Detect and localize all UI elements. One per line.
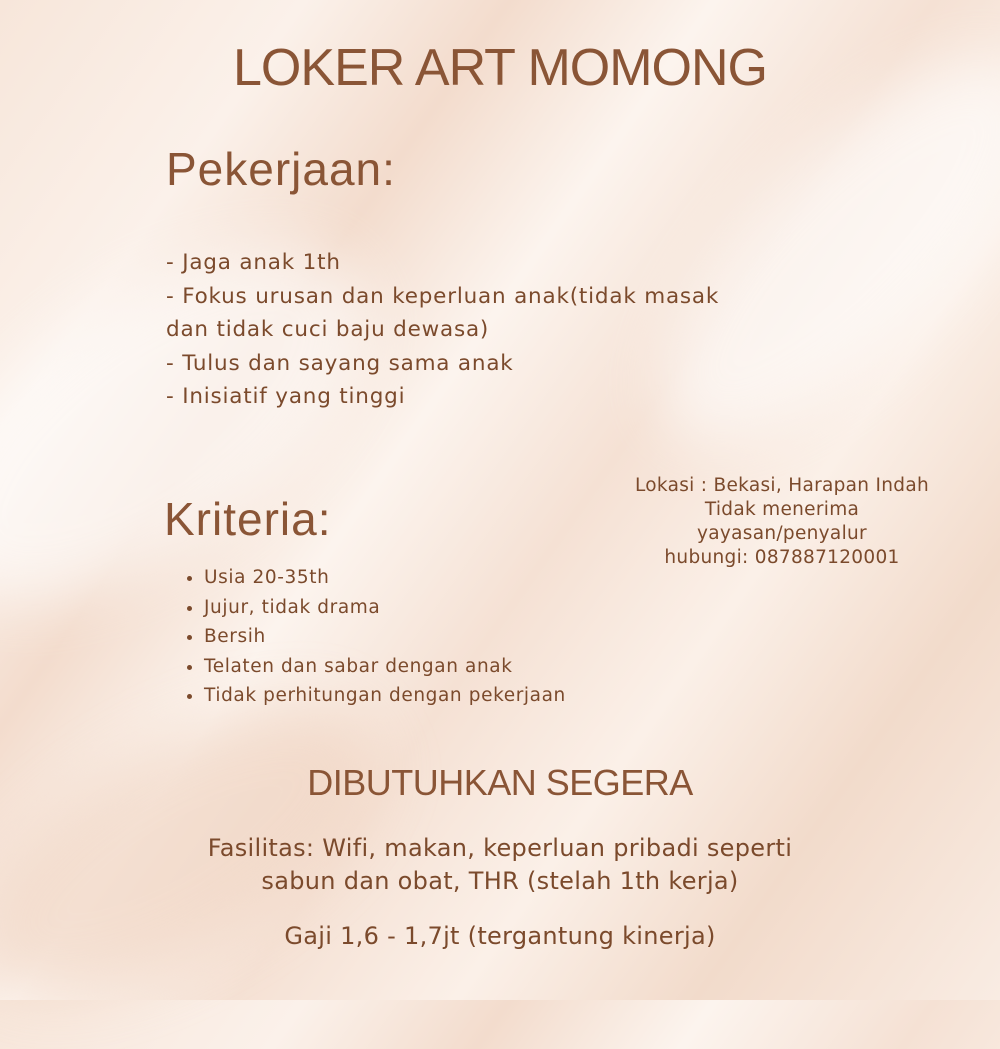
info-line: yayasan/penyalur — [697, 523, 867, 544]
poster-title: LOKER ART MOMONG — [233, 39, 767, 97]
pekerjaan-line: - Jaga anak 1th — [166, 250, 341, 275]
fasilitas-line: sabun dan obat, THR (stelah 1th kerja) — [261, 867, 739, 895]
pekerjaan-list — [166, 246, 719, 414]
pekerjaan-line: - Fokus urusan dan keperluan anak(tidak masak — [166, 283, 720, 309]
pekerjaan-line: dan tidak cuci baju dewasa) — [166, 317, 490, 342]
kriteria-item: • Telaten dan sabar dengan anak — [204, 652, 566, 682]
urgent-heading: DIBUTUHKAN SEGERA — [307, 762, 693, 803]
pekerjaan-line: - Tulus dan sayang sama anak — [166, 350, 514, 376]
info-block — [612, 474, 952, 570]
kriteria-item: • Jujur, tidak drama — [204, 593, 566, 623]
info-line: Tidak menerima — [704, 499, 860, 520]
kriteria-item: • Bersih — [204, 622, 566, 652]
kriteria-item: • Tidak perhitungan dengan pekerjaan — [204, 681, 566, 711]
fasilitas — [0, 832, 1000, 898]
lokasi: Lokasi : Bekasi, Harapan Indah — [635, 475, 929, 496]
pekerjaan-line: - Inisiatif yang tinggi — [166, 384, 406, 409]
pekerjaan-heading: Pekerjaan: — [166, 143, 396, 195]
kriteria-list — [180, 563, 566, 711]
kriteria-item: • Usia 20-35th — [204, 563, 566, 593]
gaji: Gaji 1,6 - 1,7jt (tergantung kinerja) — [284, 922, 716, 950]
contact-phone: hubungi: 087887120001 — [664, 547, 900, 568]
fasilitas-line: Fasilitas: Wifi, makan, keperluan pribadi seperti — [207, 834, 793, 862]
kriteria-heading: Kriteria: — [164, 493, 332, 545]
